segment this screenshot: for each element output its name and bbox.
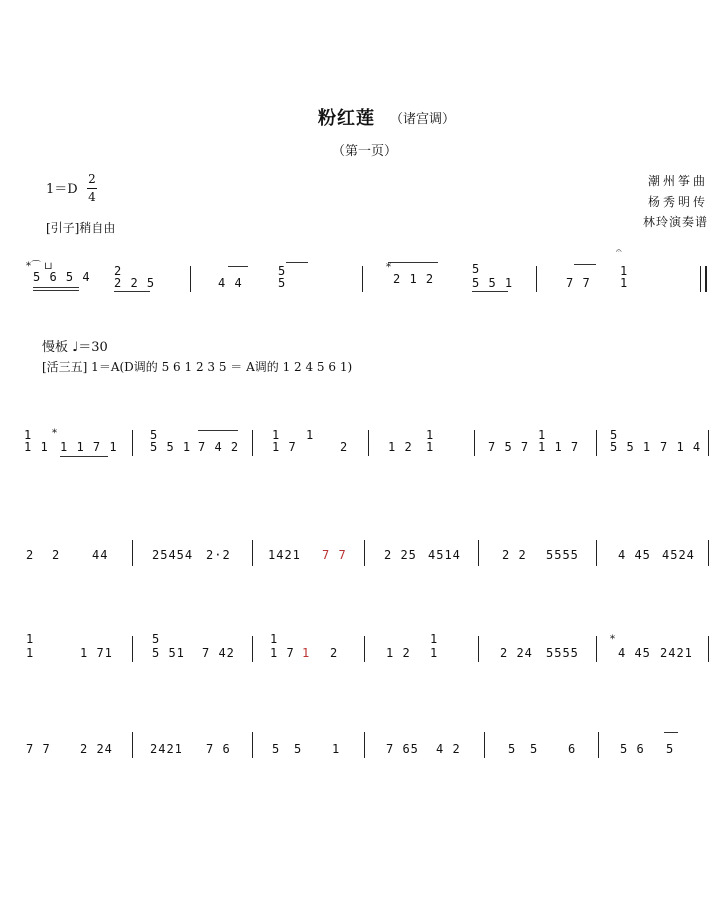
bar-line bbox=[252, 732, 253, 758]
upper-note: 1 bbox=[620, 264, 629, 278]
slur-mark bbox=[286, 262, 308, 263]
measure-notes: 1 71 bbox=[80, 646, 113, 660]
measure-notes: 5555 bbox=[546, 646, 579, 660]
measure-notes: 1 7 bbox=[270, 646, 295, 660]
measure-notes: 2 bbox=[330, 646, 339, 660]
measure-notes: 4 45 bbox=[618, 646, 651, 660]
time-signature bbox=[86, 172, 98, 205]
measure-notes: 6 bbox=[568, 742, 577, 756]
measure-notes: 2 24 bbox=[500, 646, 533, 660]
measure-notes: 1 bbox=[306, 428, 315, 442]
slur-mark bbox=[228, 266, 248, 267]
measure-notes: 2421 bbox=[150, 742, 183, 756]
bar-line bbox=[598, 732, 599, 758]
upper-note: 5 bbox=[152, 632, 161, 646]
measure-notes: 1 2 bbox=[388, 440, 413, 454]
measure-notes: 5555 bbox=[546, 548, 579, 562]
tempo-label: 慢板 bbox=[42, 340, 69, 355]
measure-notes: 7 42 bbox=[202, 646, 235, 660]
slur-mark bbox=[388, 262, 438, 263]
measure-notes: 7 7 bbox=[26, 742, 51, 756]
ornament-mark: * bbox=[386, 262, 391, 273]
bar-line bbox=[368, 430, 369, 456]
time-signature-bottom: 4 bbox=[88, 190, 96, 204]
bar-line bbox=[364, 732, 365, 758]
measure-notes: 1 2 bbox=[386, 646, 411, 660]
measure-notes: 5 bbox=[272, 742, 281, 756]
intro-measure: 4 4 bbox=[218, 276, 243, 290]
measure-notes: 5 5 1 bbox=[610, 440, 652, 454]
measure-notes: 7 1 4 bbox=[660, 440, 702, 454]
measure-notes: 2 25 bbox=[384, 548, 417, 562]
measure-notes: 7 7 bbox=[322, 548, 347, 562]
bar-line bbox=[474, 430, 475, 456]
intro-section-label: [引子]稍自由 bbox=[46, 221, 116, 235]
measure-notes: 1 1 bbox=[24, 440, 49, 454]
measure-notes: 1 bbox=[332, 742, 341, 756]
intro-measure: 5 6 5 4 bbox=[33, 270, 91, 284]
page-label: （第一页） bbox=[332, 144, 398, 159]
measure-notes: 5 bbox=[508, 742, 517, 756]
bar-line bbox=[252, 430, 253, 456]
measure-notes: 2 bbox=[340, 440, 349, 454]
measure-notes: 7 5 7 bbox=[488, 440, 530, 454]
bar-line bbox=[478, 540, 479, 566]
credit-performer: 林玲演奏谱 bbox=[642, 215, 708, 229]
measure-notes: 7 4 2 bbox=[198, 440, 240, 454]
measure-notes: 2 2 bbox=[502, 548, 527, 562]
measure-notes: 1421 bbox=[268, 548, 301, 562]
intro-measure: 5 5 1 bbox=[472, 276, 514, 290]
intro-measure: 1 bbox=[620, 276, 629, 290]
bar-line bbox=[484, 732, 485, 758]
bar-line bbox=[132, 636, 133, 662]
tempo-marking bbox=[42, 336, 108, 355]
bar-line bbox=[478, 636, 479, 662]
slur-mark bbox=[574, 264, 596, 265]
ornament-mark: * bbox=[52, 428, 57, 439]
time-signature-top: 2 bbox=[88, 172, 96, 186]
final-bar-line bbox=[700, 266, 707, 292]
upper-note: 1 bbox=[538, 428, 547, 442]
bar-line bbox=[708, 540, 709, 566]
upper-note: 1 bbox=[24, 428, 33, 442]
measure-notes: 5 51 bbox=[152, 646, 185, 660]
bar-line bbox=[708, 636, 709, 662]
intro-measure: 2 1 2 bbox=[393, 272, 435, 286]
mode-description: [活三五] 1＝A(D调的 5 6 1 2 3 5 ＝ A调的 1 2 4 5 6 1) bbox=[42, 360, 353, 374]
upper-note: 5 bbox=[472, 262, 481, 276]
upper-note: 1 bbox=[426, 428, 435, 442]
measure-notes: 44 bbox=[92, 548, 109, 562]
measure-notes: 1 bbox=[430, 646, 439, 660]
bar-line bbox=[252, 636, 253, 662]
beam-line bbox=[472, 291, 508, 292]
bar-line bbox=[132, 732, 133, 758]
measure-notes: 4514 bbox=[428, 548, 461, 562]
ornament-mark: *⌒ ⊔ bbox=[26, 261, 53, 272]
measure-notes: 4 2 bbox=[436, 742, 461, 756]
measure-notes: 5 bbox=[666, 742, 675, 756]
measure-notes: 1 1 7 bbox=[538, 440, 580, 454]
upper-note: 1 bbox=[270, 632, 279, 646]
upper-note: 5 bbox=[610, 428, 619, 442]
bar-line bbox=[596, 540, 597, 566]
bar-line bbox=[708, 430, 709, 456]
bar-line bbox=[596, 636, 597, 662]
slur-mark bbox=[198, 430, 238, 431]
upper-note: 5 bbox=[150, 428, 159, 442]
piece-subtitle: （诸宫调） bbox=[390, 112, 456, 127]
upper-note: 2 bbox=[114, 264, 123, 278]
beam-line bbox=[33, 287, 79, 288]
measure-notes: 5 5 1 bbox=[150, 440, 192, 454]
measure-notes: 1 bbox=[426, 440, 435, 454]
key-signature: 1＝D bbox=[46, 182, 78, 197]
tempo-value: ♩＝30 bbox=[72, 340, 108, 355]
measure-notes: 5 6 bbox=[620, 742, 645, 756]
upper-note: 1 bbox=[26, 632, 35, 646]
measure-notes: 1 1 7 1 bbox=[60, 440, 118, 454]
bar-line bbox=[132, 430, 133, 456]
piece-title: 粉红莲 bbox=[318, 108, 375, 129]
beam-line bbox=[33, 290, 79, 291]
upper-note: 1 bbox=[272, 428, 281, 442]
measure-notes: 4 45 bbox=[618, 548, 651, 562]
upper-note: 1 bbox=[430, 632, 439, 646]
credit-transmitter: 杨秀明传 bbox=[647, 195, 708, 209]
measure-notes: 1 bbox=[26, 646, 35, 660]
slur-mark bbox=[664, 732, 678, 733]
measure-notes: 7 6 bbox=[206, 742, 231, 756]
bar-line bbox=[596, 430, 597, 456]
credit-genre: 潮州筝曲 bbox=[647, 174, 708, 188]
measure-notes: 1 bbox=[302, 646, 311, 660]
bar-line bbox=[364, 636, 365, 662]
measure-notes: 2 bbox=[52, 548, 61, 562]
measure-notes: 2·2 bbox=[206, 548, 231, 562]
bar-line bbox=[252, 540, 253, 566]
bar-line bbox=[190, 266, 191, 292]
intro-measure: 7 7 bbox=[566, 276, 591, 290]
beam-line bbox=[114, 291, 150, 292]
measure-notes: 5 bbox=[294, 742, 303, 756]
bar-line bbox=[364, 540, 365, 566]
fermata-icon: 𝄐 bbox=[616, 246, 622, 257]
intro-measure: 2 2 5 bbox=[114, 276, 156, 290]
beam-line bbox=[60, 456, 108, 457]
measure-notes: 7 65 bbox=[386, 742, 419, 756]
measure-notes: 2 24 bbox=[80, 742, 113, 756]
bar-line bbox=[132, 540, 133, 566]
intro-measure: 5 bbox=[278, 276, 287, 290]
bar-line bbox=[362, 266, 363, 292]
upper-note: 5 bbox=[278, 264, 287, 278]
measure-notes: 4524 bbox=[662, 548, 695, 562]
measure-notes: 1 7 bbox=[272, 440, 297, 454]
bar-line bbox=[536, 266, 537, 292]
measure-notes: 25454 bbox=[152, 548, 194, 562]
measure-notes: 5 bbox=[530, 742, 539, 756]
measure-notes: 2 bbox=[26, 548, 35, 562]
time-signature-divider bbox=[87, 188, 97, 189]
ornament-mark: * bbox=[610, 634, 615, 645]
measure-notes: 2421 bbox=[660, 646, 693, 660]
